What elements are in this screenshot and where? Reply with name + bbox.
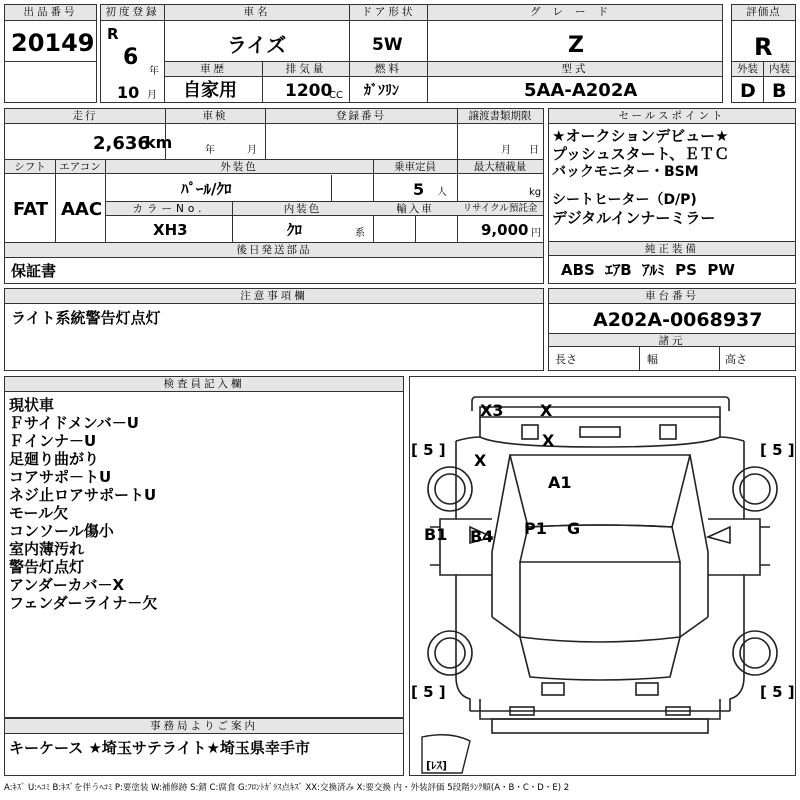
displacement-label: 排気量 xyxy=(263,62,349,77)
car-name-label: 車名 xyxy=(165,5,349,21)
chassis-number: A202A-0068937 xyxy=(593,309,763,331)
tire-depth-front-left: [ 5 ] xyxy=(411,441,446,459)
score-cell xyxy=(731,4,796,62)
inspector-line: コアサポ－トU xyxy=(9,468,112,486)
history-cell xyxy=(164,61,263,103)
inspector-line: 足廻り曲がり xyxy=(9,450,100,468)
import-label: 輸入車 xyxy=(373,202,457,216)
transfer-deadline-label: 譲渡書類期限 xyxy=(457,109,543,124)
interior-grade-cell xyxy=(763,61,796,103)
inspector-list xyxy=(9,396,157,612)
chassis-label: 車台番号 xyxy=(549,289,795,304)
max-load-label: 最大積載量 xyxy=(457,160,543,174)
spec-label: 諸元 xyxy=(549,333,795,347)
sales-point-line: プッシュスタート、ＥＴＣ xyxy=(552,145,730,163)
fuel: ｶﾞｿﾘﾝ xyxy=(364,83,399,99)
damage-mark-b4: B4 xyxy=(470,527,494,546)
car-name: ライズ xyxy=(227,33,287,57)
damage-mark-b1: B1 xyxy=(424,525,448,544)
sales-point-line xyxy=(552,181,729,191)
damage-mark-x3: X3 xyxy=(480,401,504,420)
mileage: 2,636 xyxy=(93,133,150,154)
lot-number-cell xyxy=(4,4,97,62)
sales-point-line: ★オークションデビュー★ xyxy=(552,127,729,145)
ac-label: エアコン xyxy=(55,160,105,174)
interior-label: 内装 xyxy=(764,62,795,77)
inspector-line: アンダーカバ－X xyxy=(9,576,125,594)
color-no-label: カラーNo. xyxy=(106,202,232,216)
int-color: ｸﾛ xyxy=(287,221,303,239)
recycle-unit: 円 xyxy=(531,228,541,239)
notes-panel xyxy=(4,288,544,371)
damage-mark-a1: A1 xyxy=(548,473,572,492)
length-label: 長さ xyxy=(555,353,577,366)
transfer-day-unit: 日 xyxy=(529,145,539,156)
legend-text: A:ｷｽﾞ U:ﾍｺﾐ B:ｷｽﾞを伴うﾍｺﾐ P:要塗装 W:補修跡 S:錆 C:腐食 G:ﾌﾛﾝﾄｶﾞﾗｽ点ｷｽﾞ XX:交換済み X:要交換 内・外装評価 5段階ﾗﾝｸ順(A・B・C・D・E) 2 xyxy=(4,783,570,793)
displacement-unit: CC xyxy=(329,90,343,101)
history: 自家用 xyxy=(183,80,237,101)
lot-blank-cell xyxy=(4,61,97,103)
model: 5AA-A202A xyxy=(524,80,638,101)
displacement-cell xyxy=(262,61,350,103)
vehicle-detail-table xyxy=(4,108,544,284)
spare-tire: [ﾚｽ] xyxy=(426,759,448,772)
ext-color: ﾊﾟｰﾙ/ｸﾛ xyxy=(181,180,232,198)
capacity: 5 xyxy=(413,180,425,199)
width-label: 幅 xyxy=(647,353,658,366)
mileage-label: 走行 xyxy=(5,109,165,124)
year-unit: 年 xyxy=(149,66,159,77)
inspector-line: 警告灯点灯 xyxy=(9,558,85,576)
capacity-label: 乗車定員 xyxy=(373,160,457,174)
inspector-line: フェンダーライナ－欠 xyxy=(9,594,158,612)
era: R xyxy=(107,25,119,43)
inspector-line: モール欠 xyxy=(9,504,69,522)
int-color-unit: 系 xyxy=(355,228,365,239)
door: 5W xyxy=(372,35,403,55)
height-label: 高さ xyxy=(725,353,747,366)
fuel-label: 燃料 xyxy=(350,62,427,77)
interior-grade: B xyxy=(772,80,787,102)
grade-label: グレード xyxy=(428,5,722,21)
inspector-line: コンソール傷小 xyxy=(9,522,114,540)
sales-point-line: バックモニター・BSM xyxy=(552,164,699,180)
transfer-month-unit: 月 xyxy=(501,145,511,156)
model-cell xyxy=(427,61,723,103)
mileage-unit: km xyxy=(145,133,173,152)
capacity-unit: 人 xyxy=(437,187,447,198)
inspector-line: Ｆサイドメンバ－U xyxy=(9,414,139,432)
tire-depth-rear-left: [ 5 ] xyxy=(411,683,446,701)
std-equipment-panel xyxy=(548,241,796,284)
shift-label: シフト xyxy=(5,160,55,174)
door-cell xyxy=(349,4,428,62)
month-unit: 月 xyxy=(147,90,157,101)
reg-number-label: 登録番号 xyxy=(265,109,457,124)
recycle-deposit: 9,000 xyxy=(481,221,529,239)
sales-points-label: セールスポイント xyxy=(549,109,795,124)
lot-number: 20149 xyxy=(11,29,95,57)
max-load-unit: kg xyxy=(529,187,542,198)
damage-mark-g: G xyxy=(567,519,581,538)
first-reg-month: 10 xyxy=(117,83,140,102)
score-label: 評価点 xyxy=(732,5,795,21)
sales-points-panel xyxy=(548,108,796,242)
ext-color-label: 外装色 xyxy=(105,160,373,174)
score: R xyxy=(754,33,773,61)
chassis-panel xyxy=(548,288,796,371)
model-label: 型式 xyxy=(428,62,722,77)
lot-number-label: 出品番号 xyxy=(5,5,96,21)
ac: AAC xyxy=(61,199,103,220)
inspection-month-unit: 月 xyxy=(247,145,257,156)
inspector-line: 室内薄汚れ xyxy=(9,540,85,558)
notes-label: 注意事項欄 xyxy=(5,289,543,304)
car-name-cell xyxy=(164,4,350,62)
inspector-label: 検査員記入欄 xyxy=(5,377,403,392)
car-outline xyxy=(410,377,795,775)
first-registration-label: 初度登録 xyxy=(101,5,164,21)
first-reg-year: 6 xyxy=(123,45,139,70)
inspector-line: 現状車 xyxy=(9,396,55,414)
office-label: 事務局よりご案内 xyxy=(5,719,403,734)
inspection-label: 車検 xyxy=(165,109,265,124)
inspector-panel xyxy=(4,376,404,718)
std-equipment-label: 純正装備 xyxy=(549,242,795,256)
history-label: 車歴 xyxy=(165,62,262,77)
color-no: XH3 xyxy=(153,221,188,239)
tire-depth-front-right: [ 5 ] xyxy=(760,441,795,459)
office-text: キーケース ★埼玉サテライト★埼玉県幸手市 xyxy=(9,739,310,757)
inspection-year-unit: 年 xyxy=(205,145,215,156)
recycle-label: リサイクル預託金 xyxy=(457,202,543,216)
int-color-label: 内装色 xyxy=(232,202,373,216)
grade-cell xyxy=(427,4,723,62)
displacement: 1200 xyxy=(285,81,333,101)
std-equipment: ABS ｴｱB ｱﾙﾐ PS PW xyxy=(561,261,735,279)
inspector-line: Ｆインナ－U xyxy=(9,432,97,450)
exterior-label: 外装 xyxy=(732,62,763,77)
shift: FAT xyxy=(13,199,49,220)
later-parts-label: 後日発送部品 xyxy=(5,243,543,258)
later-parts: 保証書 xyxy=(11,262,57,280)
fuel-cell xyxy=(349,61,428,103)
grade: Z xyxy=(568,33,584,58)
sales-point-line: シートヒーター（D/P) xyxy=(552,192,697,208)
exterior-grade: D xyxy=(740,80,756,102)
sales-points-list xyxy=(552,127,729,227)
exterior-grade-cell xyxy=(731,61,764,103)
door-label: ドア形状 xyxy=(350,5,427,21)
damage-mark-x-front: X xyxy=(540,401,553,420)
damage-mark-x-hood: X xyxy=(474,451,487,470)
notes-text: ライト系統警告灯点灯 xyxy=(11,309,161,327)
inspector-line: ネジ止ロアサポートU xyxy=(9,486,157,504)
car-damage-diagram xyxy=(409,376,796,776)
damage-mark-p1: P1 xyxy=(524,519,547,538)
office-panel xyxy=(4,718,404,776)
tire-depth-rear-right: [ 5 ] xyxy=(760,683,795,701)
sales-point-line: デジタルインナーミラー xyxy=(552,209,716,227)
damage-mark-x-windshield: X xyxy=(542,431,555,450)
first-registration-cell xyxy=(100,4,165,103)
